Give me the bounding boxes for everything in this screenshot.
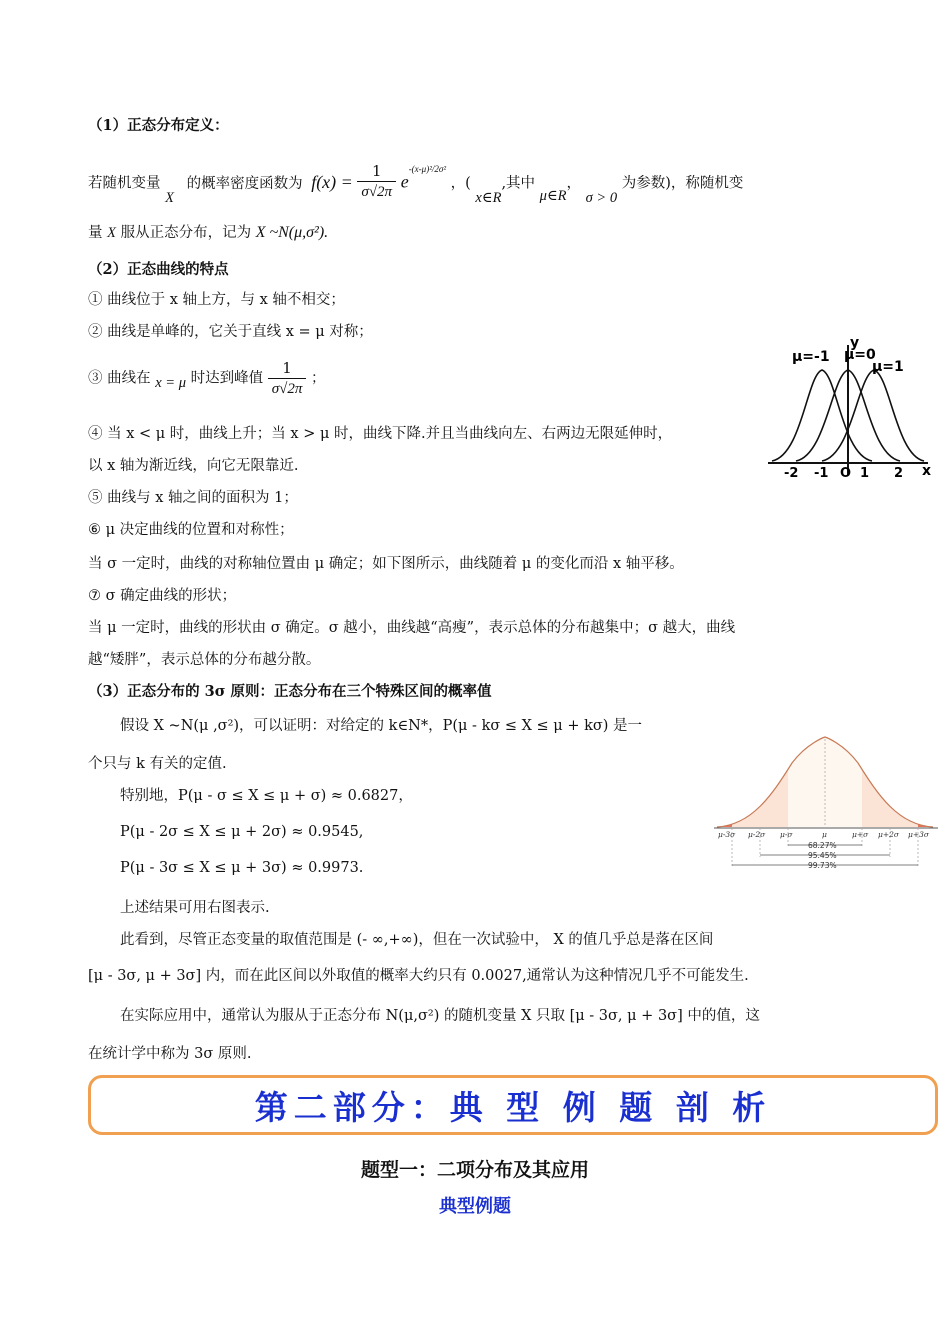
condition-sigma: σ > 0	[585, 189, 618, 206]
figure-note: 上述结果可用右图表示.	[120, 900, 270, 916]
definition-line-1	[88, 163, 743, 204]
text: ，(	[450, 175, 471, 192]
question-type-title: 题型一：二项分布及其应用	[360, 1159, 589, 1181]
section3-heading: （3）正态分布的 3σ 原则：正态分布在三个特殊区间的概率值	[88, 683, 492, 700]
prob-2sigma: P(μ - 2σ ≤ X ≤ μ + 2σ) ≈ 0.9545,	[120, 824, 364, 840]
principle-line-2: 个只与 k 有关的定值.	[88, 756, 227, 772]
tick-origin: O	[840, 466, 852, 481]
feature-2: ② 曲线是单峰的，它关于直线 x = μ 对称；	[88, 324, 373, 340]
label-mu-1: μ=1	[872, 359, 904, 375]
area-1sigma	[788, 737, 862, 827]
curve-mu-neg1	[772, 370, 872, 461]
label-mu-0: μ=0	[844, 347, 876, 363]
tick-mu: μ	[822, 830, 827, 839]
feature-6: ⑥ μ 决定曲线的位置和对称性；	[88, 522, 294, 538]
tick-1: 1	[860, 466, 870, 481]
feature-4-cont: 以 x 轴为渐近线，向它无限靠近.	[88, 458, 299, 474]
feature-7-cont2: 越“矮胖”，表示总体的分布越分散。	[88, 652, 321, 668]
tick-mu+s: μ+σ	[852, 830, 869, 839]
fraction-numerator: 1	[268, 358, 307, 379]
tick-neg2: -2	[784, 466, 799, 481]
fraction-numerator: 1	[357, 161, 396, 182]
y-label: y	[850, 335, 860, 351]
feature-5: ⑤ 曲线与 x 轴之间的面积为 1；	[88, 490, 298, 506]
text: 量	[88, 225, 103, 241]
pct-99: 99.73%	[808, 861, 837, 870]
text: ,其中	[501, 175, 536, 192]
part-two-banner	[88, 1075, 938, 1135]
text: 的概率密度函数为	[186, 175, 303, 192]
section2-heading: （2）正态曲线的特点	[88, 261, 229, 278]
text: 服从正态分布，记为	[120, 225, 252, 241]
text: 时达到峰值	[190, 370, 264, 387]
var-x: X	[165, 189, 174, 206]
fraction-denominator: σ√2π	[271, 381, 303, 397]
feature-7: ⑦ σ 确定曲线的形状；	[88, 588, 237, 604]
feature-1: ① 曲线位于 x 轴上方，与 x 轴不相交；	[88, 292, 345, 308]
prob-1sigma: 特别地，P(μ - σ ≤ X ≤ μ + σ) ≈ 0.6827，	[120, 788, 413, 804]
definition-line-2	[88, 223, 328, 243]
text: ；	[310, 370, 326, 387]
tick-neg1: -1	[814, 466, 829, 481]
peak-fraction	[268, 358, 307, 399]
three-sigma-figure	[712, 735, 940, 875]
feature-6-cont: 当 σ 一定时，曲线的对称轴位置由 μ 确定；如下图所示，曲线随着 μ 的变化而沿 x 轴平移。	[88, 556, 684, 572]
tick-mu-2s: μ-2σ	[748, 830, 766, 839]
condition-mu: μ∈R	[539, 187, 567, 204]
prob-3sigma: P(μ - 3σ ≤ X ≤ μ + 3σ) ≈ 0.9973.	[120, 860, 364, 876]
principle-line-1: 假设 X ~N(μ ,σ²)，可以证明：对给定的 k∈N*，P(μ - kσ ≤ X ≤ μ + kσ) 是一	[120, 718, 643, 734]
section1-heading: （1）正态分布定义：	[88, 117, 229, 134]
feature-7-cont1: 当 μ 一定时，曲线的形状由 σ 确定。σ 越小，曲线越“高瘦”，表示总体的分布越集中；σ 越大，曲线	[88, 620, 736, 636]
normal-curves-figure	[762, 335, 934, 485]
fraction-denominator: σ√2π	[361, 184, 393, 200]
condition-x: x∈R	[475, 189, 502, 206]
exp-base: e	[400, 171, 409, 192]
tick-mu+3s: μ+3σ	[908, 830, 930, 839]
tick-mu-s: μ-σ	[780, 830, 793, 839]
typical-examples-title: 典型例题	[439, 1196, 511, 1217]
range-line-2: [μ - 3σ, μ + 3σ] 内，而在此区间以外取值的概率大约只有 0.0027,通常认为这种情况几乎不可能发生.	[88, 968, 749, 984]
x-label: x	[922, 463, 932, 479]
text: ，	[566, 175, 582, 192]
var-x: X	[107, 225, 116, 241]
label-mu-neg1: μ=-1	[792, 349, 830, 365]
application-line-2: 在统计学中称为 3σ 原则.	[88, 1046, 252, 1062]
text: 若随机变量	[88, 175, 161, 192]
normal-notation: X ~N(μ,σ²).	[255, 224, 329, 241]
exp-power: -(x-μ)²/2σ²	[408, 163, 447, 174]
banner-title: 第二部分：典 型 例 题 剖 析	[254, 1087, 772, 1127]
feature-4: ④ 当 x < μ 时，曲线上升；当 x > μ 时，曲线下降.并且当曲线向左、右两边无限延伸时，	[88, 426, 673, 442]
pct-95: 95.45%	[808, 851, 837, 860]
text: ③ 曲线在	[88, 370, 151, 387]
pct-68: 68.27%	[808, 841, 837, 850]
application-line-1: 在实际应用中，通常认为服从于正态分布 N(μ,σ²) 的随机变量 X 只取 [μ - 3σ, μ + 3σ] 中的值，这	[120, 1008, 760, 1024]
tick-mu-3s: μ-3σ	[718, 830, 736, 839]
tick-mu+2s: μ+2σ	[878, 830, 900, 839]
density-fraction	[357, 161, 396, 202]
range-line-1: 此看到，尽管正态变量的取值范围是 (- ∞,+∞)，但在一次试验中， X 的值几乎总是落在区间	[120, 932, 714, 948]
formula: x = μ	[155, 374, 186, 391]
feature-3	[88, 358, 325, 399]
text: 为参数)，称随机变	[621, 175, 744, 192]
density-lhs: f(x) =	[311, 171, 353, 192]
tick-2: 2	[894, 466, 904, 481]
